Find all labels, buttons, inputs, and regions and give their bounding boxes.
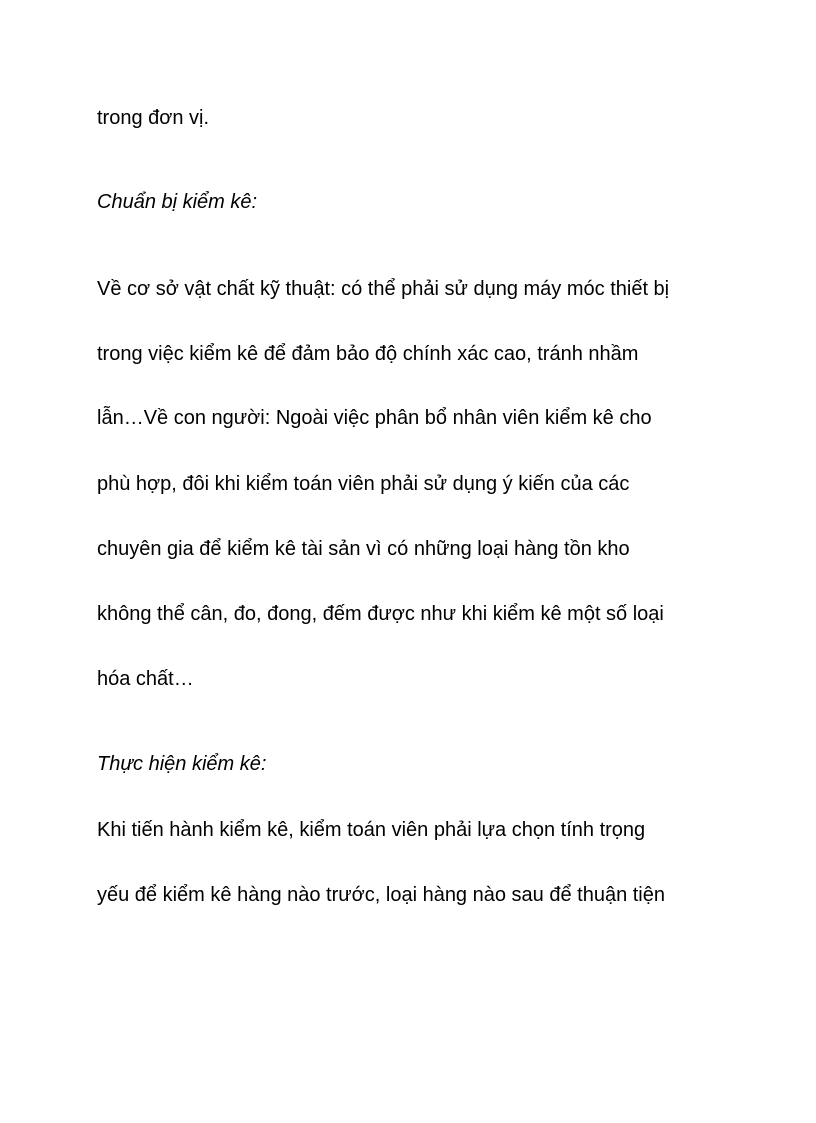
text-line: chuyên gia để kiểm kê tài sản vì có những loại hàng tồn kho <box>97 538 630 560</box>
text-line: trong việc kiểm kê để đảm bảo độ chính xác cao, tránh nhầm <box>97 343 639 365</box>
text-line: trong đơn vị. <box>97 107 210 129</box>
text-line: lẫn…Về con người: Ngoài việc phân bổ nhân viên kiểm kê cho <box>97 407 652 429</box>
text-line: Về cơ sở vật chất kỹ thuật: có thể phải sử dụng máy móc thiết bị <box>97 278 670 300</box>
text-line: Khi tiến hành kiểm kê, kiểm toán viên phải lựa chọn tính trọng <box>97 819 646 841</box>
text-line: không thể cân, đo, đong, đếm được như khi kiểm kê một số loại <box>97 603 664 625</box>
section-heading-execution: Thực hiện kiểm kê: <box>97 753 267 775</box>
text-line: yếu để kiểm kê hàng nào trước, loại hàng nào sau để thuận tiện <box>97 884 665 906</box>
text-line: phù hợp, đôi khi kiểm toán viên phải sử dụng ý kiến của các <box>97 473 630 495</box>
text-line: hóa chất… <box>97 668 194 690</box>
section-heading-preparation: Chuẩn bị kiểm kê: <box>97 191 258 213</box>
